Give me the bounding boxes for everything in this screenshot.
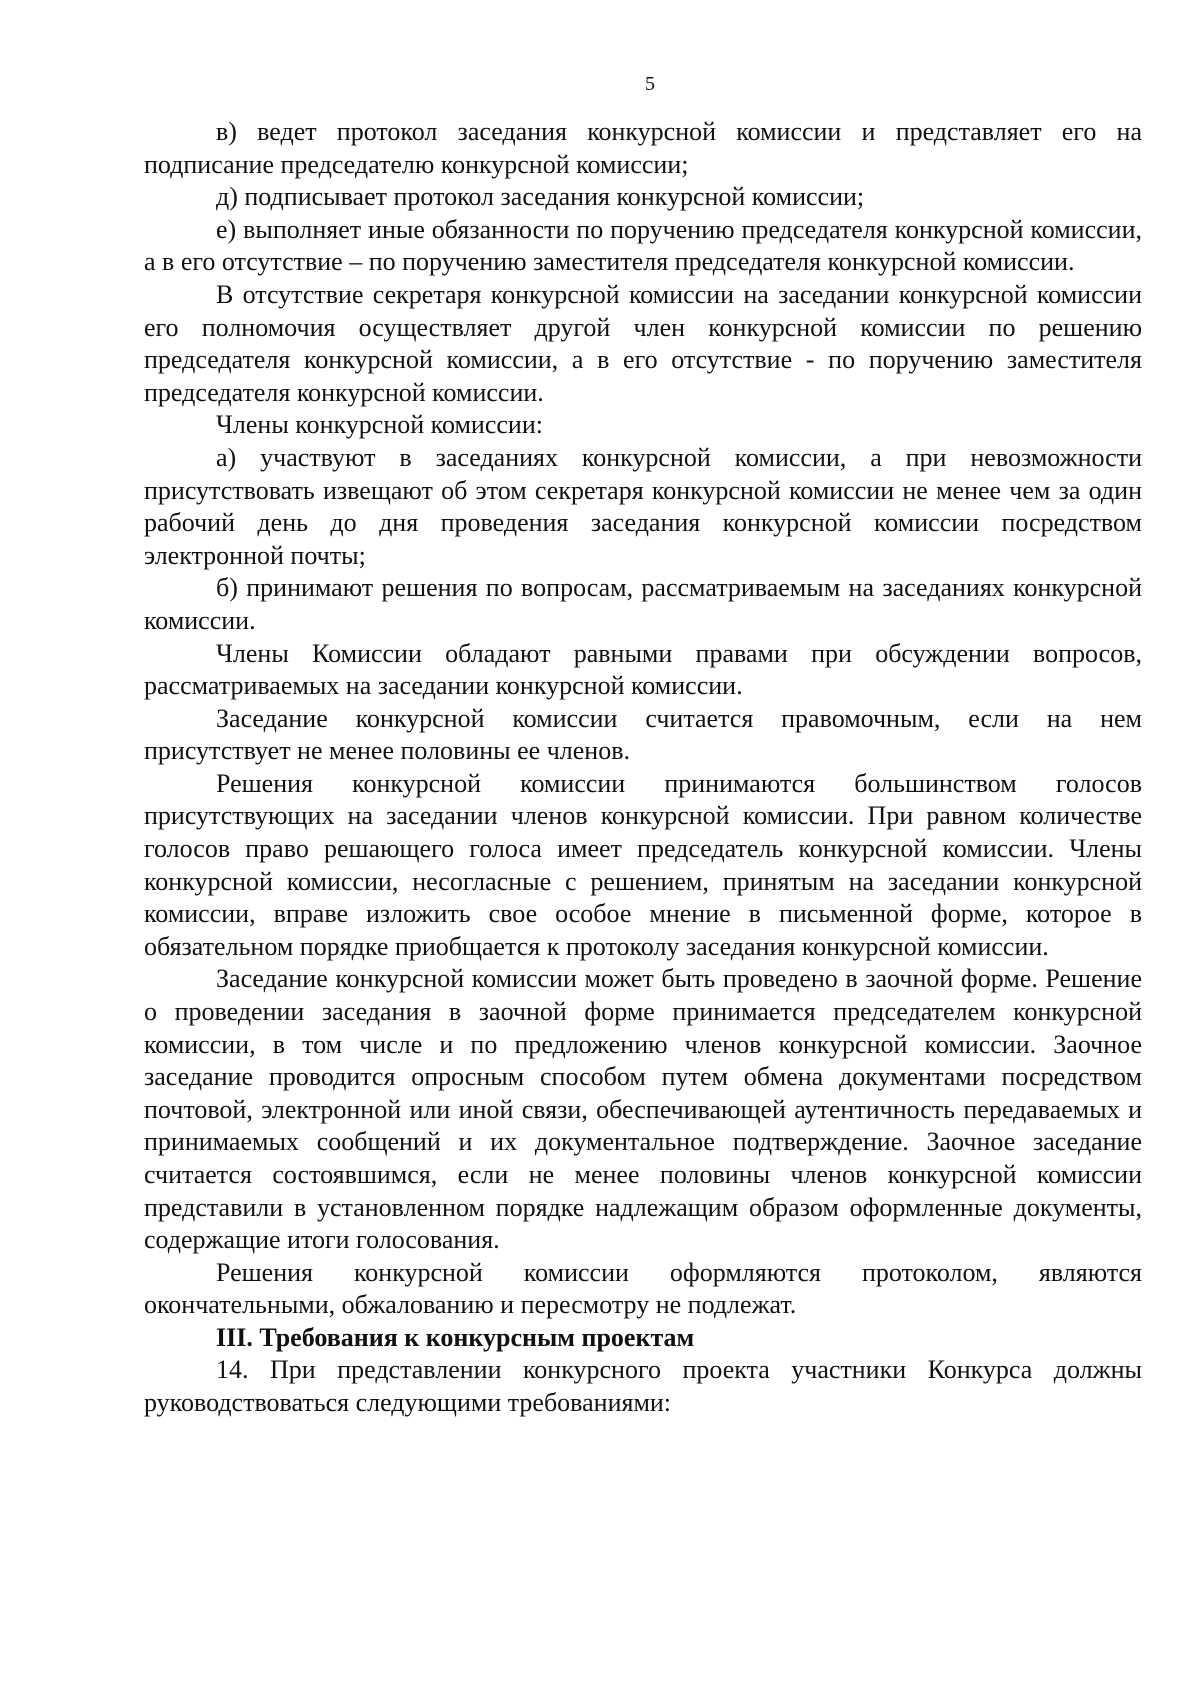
paragraph-secretary-duty-d: д) подписывает протокол заседания конкурсной комиссии;	[216, 182, 865, 212]
document-body	[144, 116, 1142, 1419]
section-heading: III. Требования к конкурсным проектам	[216, 1322, 695, 1352]
paragraph-members-duty-b: б) принимают решения по вопросам, рассматриваемым на заседаниях конкурсной комиссии.	[144, 573, 1142, 635]
paragraph-absentee-meeting: Заседание конкурсной комиссии может быть проведено в заочной форме. Решение о проведении заседания в заочной форме принимается председателем конкурсной комиссии, в том числе и по предложению членов конкурсной комиссии. Заочное заседание проводится опросным способом путем обмена документами посредством почтовой, электронной или иной связи, обеспечивающей аутентичность передаваемых и принимаемых сообщений и их документальное подтверждение. Заочное заседание считается состоявшимся, если не менее половины членов конкурсной комиссии представили в установленном порядке надлежащим образом оформленные документы, содержащие итоги голосования.	[144, 964, 1142, 1255]
page-number: 5	[645, 73, 655, 95]
paragraph-secretary-duty-e: е) выполняет иные обязанности по поручению председателя конкурсной комиссии, а в его отсутствие – по поручению заместителя председателя конкурсной комиссии.	[144, 214, 1142, 277]
paragraph-members-duty-a: а) участвуют в заседаниях конкурсной комиссии, а при невозможности присутствовать извещают об этом секретаря конкурсной комиссии не менее чем за один рабочий день до дня проведения заседания конкурсной комиссии посредством электронной почты;	[144, 442, 1142, 570]
paragraph-decisions-final: Решения конкурсной комиссии оформляются протоколом, являются окончательными, обжалованию и пересмотру не подлежат.	[144, 1257, 1142, 1320]
paragraph-members-intro: Члены конкурсной комиссии:	[216, 410, 543, 440]
paragraph-secretary-duty-v: в) ведет протокол заседания конкурсной комиссии и представляет его на подписание председателю конкурсной комиссии;	[144, 117, 1142, 179]
paragraph-quorum: Заседание конкурсной комиссии считается правомочным, если на нем присутствует не менее половины ее членов.	[144, 703, 1142, 766]
paragraph-secretary-absence: В отсутствие секретаря конкурсной комиссии на заседании конкурсной комиссии его полномочия осуществляет другой член конкурсной комиссии по решению председателя конкурсной комиссии, а в его отсутствие - по поручению заместителя председателя конкурсной комиссии.	[144, 279, 1142, 407]
paragraph-decisions-majority: Решения конкурсной комиссии принимаются большинством голосов присутствующих на заседании членов конкурсной комиссии. При равном количестве голосов право решающего голоса имеет председатель конкурсной комиссии. Члены конкурсной комиссии, несогласные с решением, принятым на заседании конкурсной комиссии, вправе изложить свое особое мнение в письменной форме, которое в обязательном порядке приобщается к протоколу заседания конкурсной комиссии.	[144, 768, 1142, 961]
paragraph-equal-rights: Члены Комиссии обладают равными правами при обсуждении вопросов, рассматриваемых на заседании конкурсной комиссии.	[144, 638, 1142, 701]
paragraph-item-14: 14. При представлении конкурсного проекта участники Конкурса должны руководствоваться следующими требованиями:	[144, 1354, 1142, 1417]
